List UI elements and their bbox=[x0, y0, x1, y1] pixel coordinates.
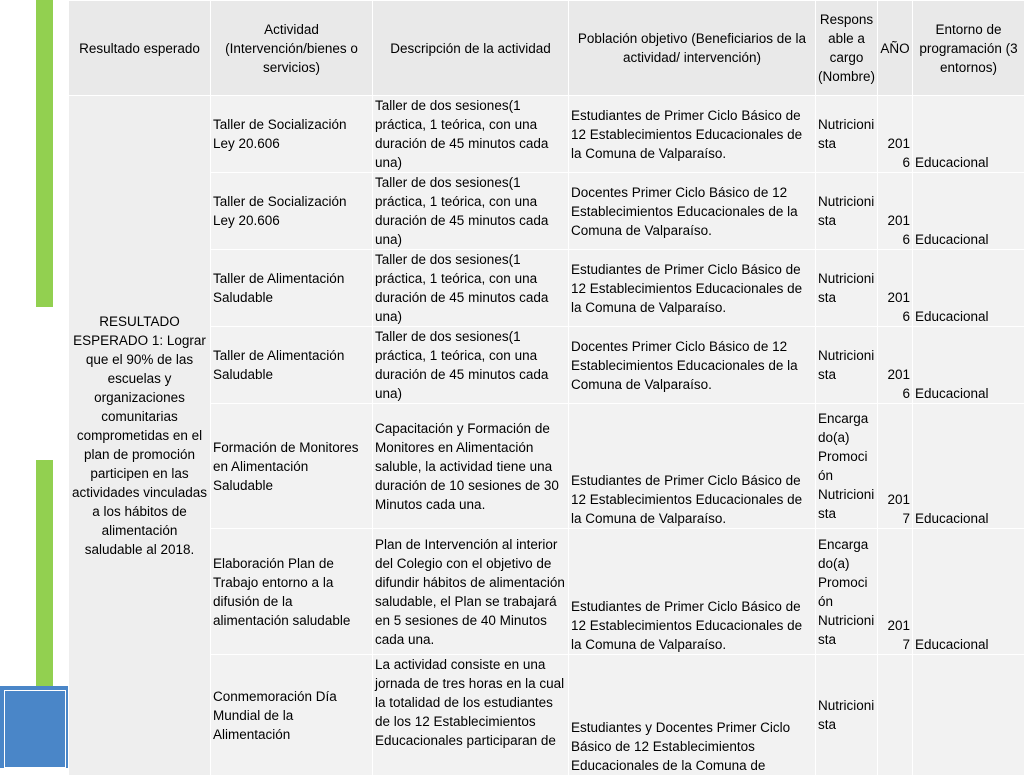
poblacion-cell: Estudiantes de Primer Ciclo Básico de 12 Establecimientos Educacionales de la Comuna de Valparaíso. bbox=[569, 404, 816, 529]
actividad-cell: Conmemoración Día Mundial de la Alimentación bbox=[211, 655, 373, 776]
entorno-cell: Educacional bbox=[913, 327, 1024, 404]
responsable-cell: Nutricionista bbox=[816, 327, 878, 404]
descripcion-cell: La actividad consiste en una jornada de tres horas en la cual la totalidad de los estudiantes de los 12 Establecimientos Educacionales participaran de bbox=[373, 655, 569, 776]
anio-cell: 2016 bbox=[878, 96, 913, 173]
actividad-cell: Taller de Socialización Ley 20.606 bbox=[211, 96, 373, 173]
anio-cell: 2017 bbox=[878, 529, 913, 655]
table-row bbox=[69, 96, 1024, 173]
responsable-cell: Nutricionista bbox=[816, 655, 878, 776]
actividad-cell: Taller de Alimentación Saludable bbox=[211, 250, 373, 327]
poblacion-cell: Docentes Primer Ciclo Básico de 12 Establecimientos Educacionales de la Comuna de Valparaíso. bbox=[569, 173, 816, 250]
anio-cell: 2017 bbox=[878, 404, 913, 529]
anio-cell: 2016 bbox=[878, 327, 913, 404]
actividad-cell: Taller de Alimentación Saludable bbox=[211, 327, 373, 404]
entorno-cell: Educacional bbox=[913, 96, 1024, 173]
table-row bbox=[69, 327, 1024, 404]
poblacion-cell: Docentes Primer Ciclo Básico de 12 Establecimientos Educacionales de la Comuna de Valparaíso. bbox=[569, 327, 816, 404]
header-anio: AÑO bbox=[878, 1, 913, 96]
descripcion-cell: Taller de dos sesiones(1 práctica, 1 teórica, con una duración de 45 minutos cada una) bbox=[373, 250, 569, 327]
activity-plan-table bbox=[68, 0, 1024, 776]
table-row bbox=[69, 655, 1024, 776]
poblacion-cell: Estudiantes de Primer Ciclo Básico de 12 Establecimientos Educacionales de la Comuna de Valparaíso. bbox=[569, 250, 816, 327]
entorno-cell bbox=[913, 655, 1024, 776]
actividad-cell: Elaboración Plan de Trabajo entorno a la difusión de la alimentación saludable bbox=[211, 529, 373, 655]
anio-cell bbox=[878, 655, 913, 776]
descripcion-cell: Capacitación y Formación de Monitores en Alimentación saluble, la actividad tiene una duración de 10 sesiones de 30 Minutos cada una. bbox=[373, 404, 569, 529]
table-row bbox=[69, 250, 1024, 327]
table-row bbox=[69, 173, 1024, 250]
descripcion-cell: Taller de dos sesiones(1 práctica, 1 teórica, con una duración de 45 minutos cada una) bbox=[373, 173, 569, 250]
responsable-cell: Encargado(a) Promoción Nutricionista bbox=[816, 404, 878, 529]
poblacion-cell: Estudiantes y Docentes Primer Ciclo Básico de 12 Establecimientos Educacionales de la Comuna de bbox=[569, 655, 816, 776]
resultado-esperado-cell: RESULTADO ESPERADO 1: Lograr que el 90% de las escuelas y organizaciones comunitarias comprometidas en el plan de promoción participen en las actividades vinculadas a los hábitos de alimentación saludable al 2018. bbox=[69, 96, 211, 776]
anio-cell: 2016 bbox=[878, 250, 913, 327]
descripcion-cell: Taller de dos sesiones(1 práctica, 1 teórica, con una duración de 45 minutos cada una) bbox=[373, 327, 569, 404]
poblacion-cell: Estudiantes de Primer Ciclo Básico de 12 Establecimientos Educacionales de la Comuna de Valparaíso. bbox=[569, 529, 816, 655]
header-poblacion: Población objetivo (Beneficiarios de la actividad/ intervención) bbox=[569, 1, 816, 96]
table-header-row bbox=[69, 1, 1024, 96]
responsable-cell: Nutricionista bbox=[816, 96, 878, 173]
header-descripcion: Descripción de la actividad bbox=[373, 1, 569, 96]
actividad-cell: Taller de Socialización Ley 20.606 bbox=[211, 173, 373, 250]
actividad-cell: Formación de Monitores en Alimentación Saludable bbox=[211, 404, 373, 529]
responsable-cell: Nutricionista bbox=[816, 250, 878, 327]
descripcion-cell: Plan de Intervención al interior del Colegio con el objetivo de difundir hábitos de alimentación saludable, el Plan se trabajará en 5 sesiones de 40 Minutos cada una. bbox=[373, 529, 569, 655]
responsable-cell: Encargado(a) Promoción Nutricionista bbox=[816, 529, 878, 655]
responsable-cell: Nutricionista bbox=[816, 173, 878, 250]
anio-cell: 2016 bbox=[878, 173, 913, 250]
table-row bbox=[69, 404, 1024, 529]
header-actividad: Actividad (Intervención/bienes o servicios) bbox=[211, 1, 373, 96]
entorno-cell: Educacional bbox=[913, 173, 1024, 250]
entorno-cell: Educacional bbox=[913, 529, 1024, 655]
header-entorno: Entorno de programación (3 entornos) bbox=[913, 1, 1024, 96]
table-row bbox=[69, 529, 1024, 655]
header-responsable: Responsable a cargo (Nombre) bbox=[816, 1, 878, 96]
poblacion-cell: Estudiantes de Primer Ciclo Básico de 12 Establecimientos Educacionales de la Comuna de Valparaíso. bbox=[569, 96, 816, 173]
entorno-cell: Educacional bbox=[913, 404, 1024, 529]
decorative-green-bar-top bbox=[36, 0, 53, 307]
header-resultado: Resultado esperado bbox=[69, 1, 211, 96]
descripcion-cell: Taller de dos sesiones(1 práctica, 1 teórica, con una duración de 45 minutos cada una) bbox=[373, 96, 569, 173]
decorative-blue-frame bbox=[4, 690, 66, 768]
entorno-cell: Educacional bbox=[913, 250, 1024, 327]
